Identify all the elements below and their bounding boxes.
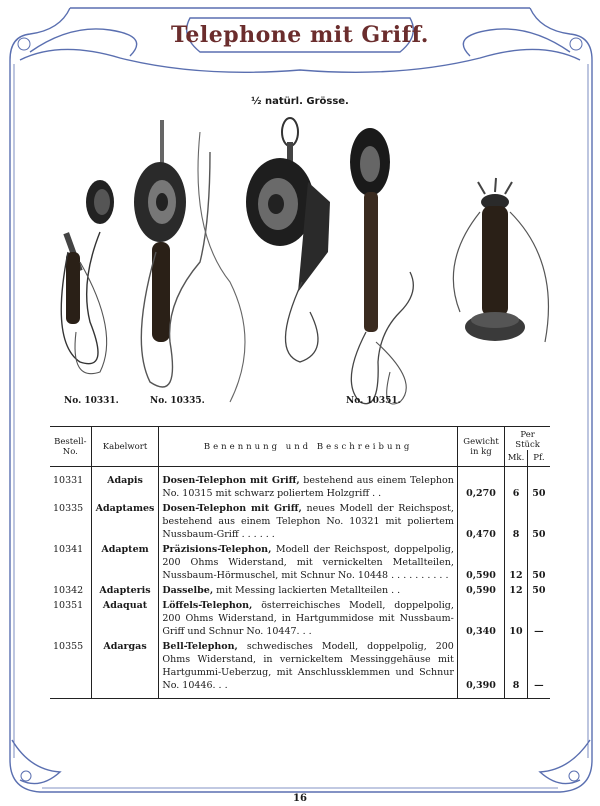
header-benennung: Benennung und Beschreibung (159, 427, 457, 467)
price-pf: 50 (527, 473, 550, 501)
figure-caption: No. 10331. (64, 396, 119, 406)
header-gewicht: Gewicht in kg (457, 427, 504, 467)
figure-caption: No. 10351. (346, 396, 401, 406)
telephone-10331-image (61, 180, 114, 374)
description: Dosen-Telephon mit Griff, neues Modell der Reichspost, bestehend aus einem Telephon No. 10321 mit poliertem Nussbaum-Griff . . . . . . (159, 501, 457, 542)
cable-word: Adapis (91, 473, 159, 501)
order-number: 10331 (53, 474, 84, 486)
telephone-10355-image (453, 178, 548, 342)
cable-word: Adaquat (91, 598, 159, 639)
description: Dosen-Telephon mit Griff, bestehend aus einem Telephon No. 10315 mit schwarz poliertem Holzgriff . . (159, 473, 457, 501)
cable-word: Adargas (91, 639, 159, 693)
table-row (50, 473, 550, 501)
price-pf: 50 (527, 583, 550, 598)
order-number: 10342 (53, 584, 84, 596)
telephone-10341-image (246, 118, 330, 362)
price-mk: 12 (505, 542, 528, 583)
description: Bell-Telephon, schwedisches Modell, doppelpolig, 200 Ohms Widerstand, in vernickeltem Messinggehäuse mit Hartgummi-Ueberzug, mit Anschlussklemmen und Schnur No. 10446. . . (159, 639, 457, 693)
weight: 0,340 (457, 598, 504, 639)
scale-note: ½ natürl. Grösse. (251, 96, 349, 107)
price-pf: — (527, 598, 550, 639)
header-kabelwort: Kabelwort (91, 427, 159, 467)
description: Löffels-Telephon, österreichisches Modell, doppelpolig, 200 Ohms Widerstand, in Hartgummidose mit Nussbaum-Griff und Schnur No. 10447. . . (159, 598, 457, 639)
order-number: 10355 (53, 640, 84, 652)
table-row (50, 583, 550, 598)
weight: 0,590 (457, 542, 504, 583)
order-number: 10335 (53, 502, 84, 514)
weight: 0,590 (457, 583, 504, 598)
weight: 0,390 (457, 639, 504, 693)
price-mk: 8 (505, 639, 528, 693)
catalog-table (50, 426, 550, 699)
weight: 0,470 (457, 501, 504, 542)
header-mk: Mk. (505, 450, 528, 467)
price-pf: — (527, 639, 550, 693)
page-number: 16 (293, 793, 307, 804)
cable-word: Adaptem (91, 542, 159, 583)
price-mk: 8 (505, 501, 528, 542)
price-pf: 50 (527, 542, 550, 583)
table-row (50, 598, 550, 639)
telephone-illustrations (40, 112, 560, 412)
cable-word: Adapteris (91, 583, 159, 598)
table-row (50, 542, 550, 583)
cable-word: Adaptames (91, 501, 159, 542)
table-row (50, 639, 550, 693)
figure-caption: No. 10335. (150, 396, 205, 406)
description: Präzisions-Telephon, Modell der Reichspost, doppelpolig, 200 Ohms Widerstand, mit vernickelten Metallteilen, Nussbaum-Hörmuschel, mit Schnur No. 10448 . . . . . . . . . . (159, 542, 457, 583)
page-title: Telephone mit Griff. (171, 22, 429, 48)
price-mk: 6 (505, 473, 528, 501)
telephone-10335-image (134, 120, 245, 402)
header-bestell: Bestell- No. (50, 427, 91, 467)
telephone-10351-image (350, 128, 413, 404)
price-pf: 50 (527, 501, 550, 542)
header-per-stueck: Per Stück (505, 427, 550, 451)
weight: 0,270 (457, 473, 504, 501)
price-mk: 12 (505, 583, 528, 598)
description: Dasselbe, mit Messing lackierten Metallteilen . . (159, 583, 457, 598)
price-mk: 10 (505, 598, 528, 639)
header-pf: Pf. (527, 450, 550, 467)
order-number: 10341 (53, 543, 84, 555)
order-number: 10351 (53, 599, 84, 611)
table-row (50, 501, 550, 542)
